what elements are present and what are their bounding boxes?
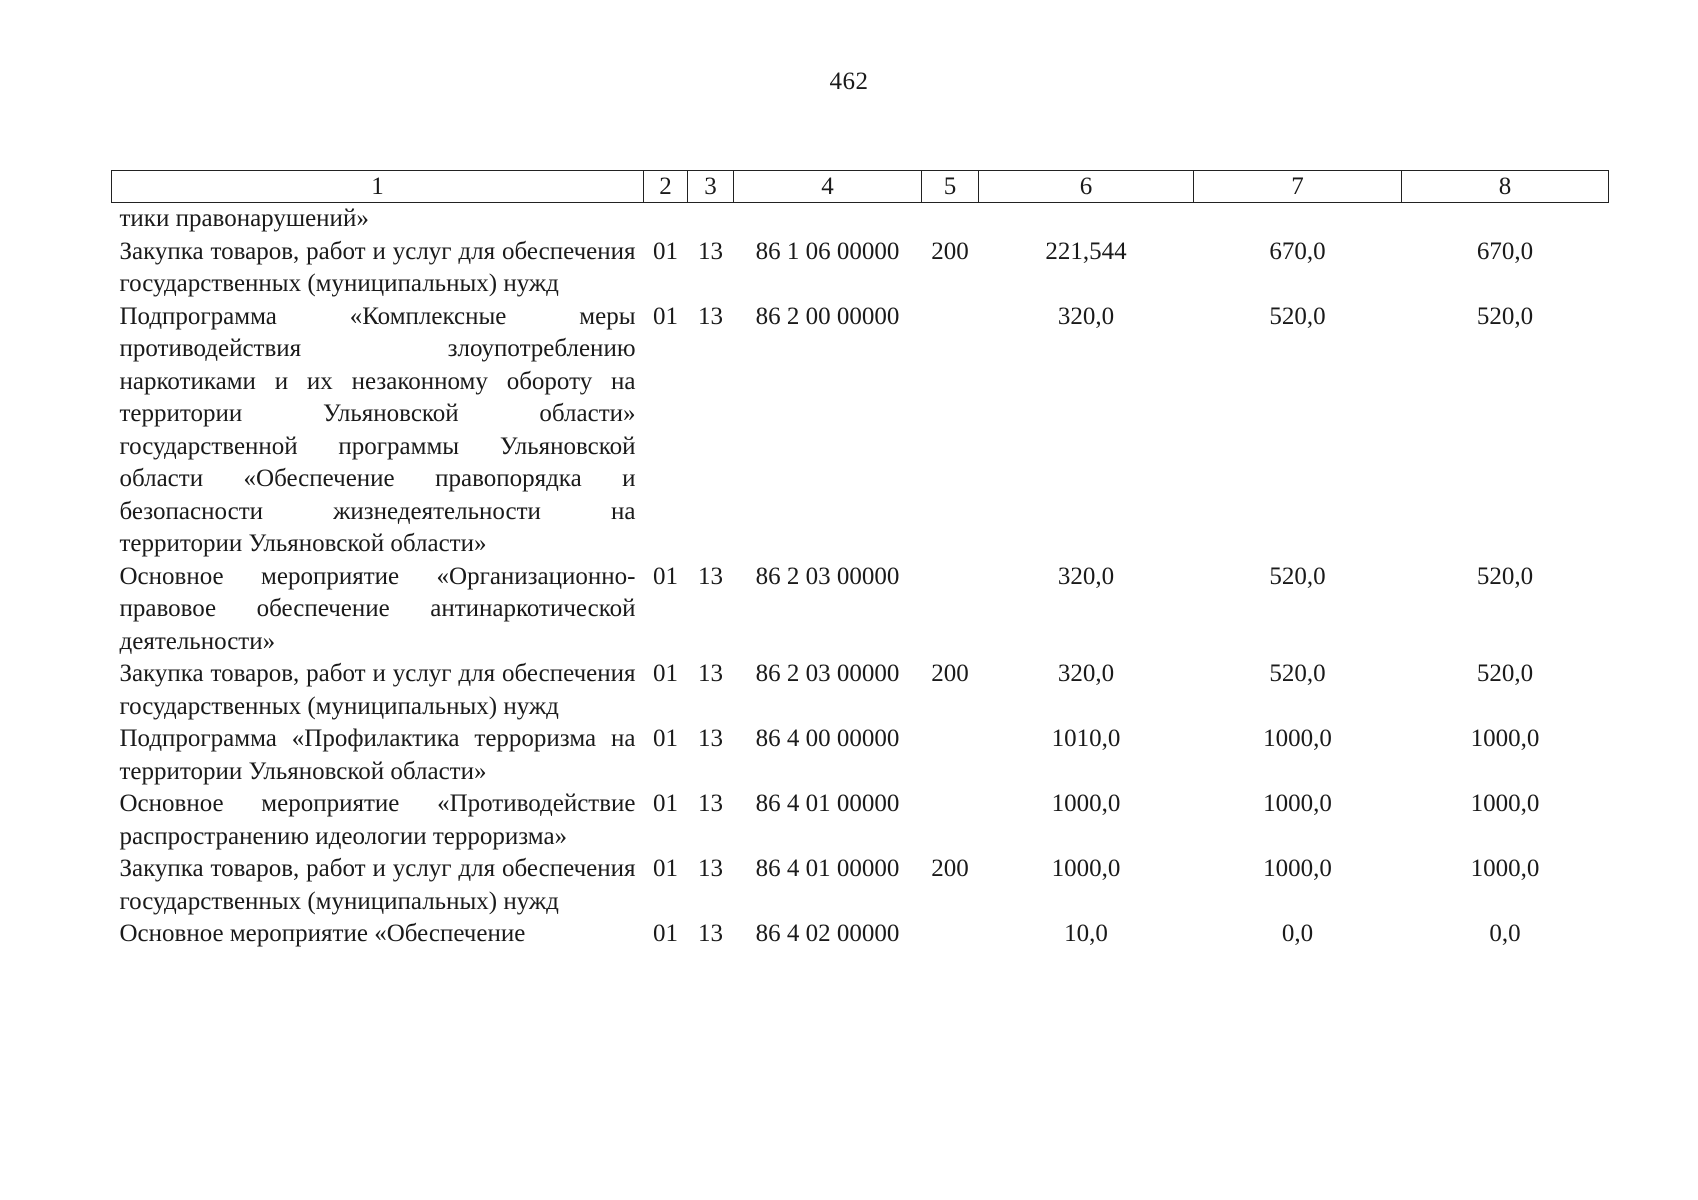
row-subsection: 13 <box>698 920 723 947</box>
row-value-8: 1000,0 <box>1470 790 1540 817</box>
row-target-code: 86 4 01 00000 <box>755 790 900 817</box>
row-value-7: 1000,0 <box>1263 855 1332 882</box>
row-value-6: 1000,0 <box>1051 855 1121 882</box>
header-col-2: 2 <box>644 171 688 203</box>
row-section <box>644 203 688 236</box>
page-number: 462 <box>829 68 869 95</box>
row-subsection: 13 <box>698 660 723 687</box>
row-subsection: 13 <box>698 855 723 882</box>
table-header <box>112 171 1609 203</box>
header-row <box>112 171 1609 203</box>
row-expense-type: 200 <box>931 237 969 265</box>
table-row <box>112 788 1609 853</box>
table-row <box>112 561 1609 659</box>
row-target-code <box>734 203 922 236</box>
header-col-8: 8 <box>1402 171 1609 203</box>
header-col-3: 3 <box>688 171 734 203</box>
row-value-7: 1000,0 <box>1263 790 1332 817</box>
row-value-7: 520,0 <box>1269 660 1326 687</box>
row-name: Закупка товаров, работ и услуг для обеспечения государственных (муниципальных) нужд <box>119 660 636 720</box>
row-name: Закупка товаров, работ и услуг для обеспечения государственных (муниципальных) нужд <box>119 855 636 915</box>
row-value-6: 221,544 <box>1045 237 1127 265</box>
row-section: 01 <box>653 562 678 590</box>
row-value-7: 520,0 <box>1269 302 1326 330</box>
row-value-6: 320,0 <box>1057 660 1115 687</box>
row-section: 01 <box>653 725 678 752</box>
row-value-6: 320,0 <box>1057 302 1115 330</box>
table-row <box>112 723 1609 788</box>
row-target-code: 86 4 02 00000 <box>755 920 900 947</box>
header-col-4: 4 <box>734 171 922 203</box>
table-row <box>112 853 1609 918</box>
row-target-code: 86 1 06 00000 <box>755 237 900 265</box>
row-value-6: 320,0 <box>1057 562 1115 590</box>
header-col-5: 5 <box>922 171 979 203</box>
row-section: 01 <box>653 660 678 687</box>
table-row <box>112 236 1609 301</box>
row-subsection <box>688 203 734 236</box>
row-value-8 <box>1402 203 1609 236</box>
row-name: тики правонарушений» <box>119 205 369 232</box>
row-expense-type <box>922 301 979 561</box>
row-value-7: 520,0 <box>1269 562 1326 590</box>
table-row <box>112 918 1609 951</box>
row-value-8: 520,0 <box>1476 660 1534 687</box>
row-value-7 <box>1194 203 1402 236</box>
row-target-code: 86 2 03 00000 <box>755 562 900 590</box>
row-value-7: 1000,0 <box>1263 725 1332 752</box>
row-section: 01 <box>653 920 678 947</box>
row-target-code: 86 4 01 00000 <box>755 855 900 882</box>
row-value-6: 1010,0 <box>1051 725 1121 752</box>
table-row <box>112 301 1609 561</box>
row-section: 01 <box>653 790 678 817</box>
row-expense-type: 200 <box>931 660 969 687</box>
row-expense-type <box>922 788 979 853</box>
row-subsection: 13 <box>698 725 723 752</box>
row-section: 01 <box>653 855 678 882</box>
header-col-6: 6 <box>979 171 1194 203</box>
header-col-7: 7 <box>1194 171 1402 203</box>
row-value-7: 670,0 <box>1269 237 1326 265</box>
row-target-code: 86 2 03 00000 <box>755 660 900 687</box>
table-body <box>112 203 1609 951</box>
row-value-7: 0,0 <box>1281 920 1314 947</box>
row-expense-type <box>922 723 979 788</box>
row-target-code: 86 4 00 00000 <box>755 725 900 752</box>
budget-table <box>111 170 1609 951</box>
row-value-8: 1000,0 <box>1470 855 1540 882</box>
row-subsection: 13 <box>698 237 723 265</box>
row-value-8: 520,0 <box>1476 302 1534 330</box>
header-col-1: 1 <box>112 171 644 203</box>
row-section: 01 <box>653 237 678 265</box>
row-name: Основное мероприятие «Организационно-правовое обеспечение антинаркотической деятельности» <box>119 562 636 655</box>
table-row <box>112 203 1609 236</box>
row-expense-type: 200 <box>931 855 969 882</box>
row-subsection: 13 <box>698 562 723 590</box>
row-value-8: 1000,0 <box>1470 725 1540 752</box>
row-expense-type <box>922 203 979 236</box>
row-target-code: 86 2 00 00000 <box>755 302 900 330</box>
row-name: Закупка товаров, работ и услуг для обеспечения государственных (муниципальных) нужд <box>119 237 636 297</box>
row-value-6: 10,0 <box>1064 920 1108 947</box>
row-value-8: 0,0 <box>1489 920 1521 947</box>
row-section: 01 <box>653 302 678 330</box>
row-name: Подпрограмма «Комплексные меры противодействия злоупотреблению наркотиками и их незаконному обороту на территории Ульяновской области» государственной программы Ульяновской области «Обеспечение правопорядка и безопасности жизнедеятельности на территории Ульяновской области» <box>119 302 636 557</box>
row-value-8: 670,0 <box>1476 237 1534 265</box>
row-name: Подпрограмма «Профилактика терроризма на территории Ульяновской области» <box>119 725 636 785</box>
row-value-8: 520,0 <box>1476 562 1534 590</box>
row-expense-type <box>922 918 979 951</box>
row-subsection: 13 <box>698 302 723 330</box>
row-name: Основное мероприятие «Противодействие распространению идеологии терроризма» <box>119 790 636 850</box>
row-subsection: 13 <box>698 790 723 817</box>
row-name: Основное мероприятие «Обеспечение <box>119 920 526 947</box>
row-value-6 <box>979 203 1194 236</box>
table-row <box>112 658 1609 723</box>
row-expense-type <box>922 561 979 659</box>
row-value-6: 1000,0 <box>1051 790 1121 817</box>
